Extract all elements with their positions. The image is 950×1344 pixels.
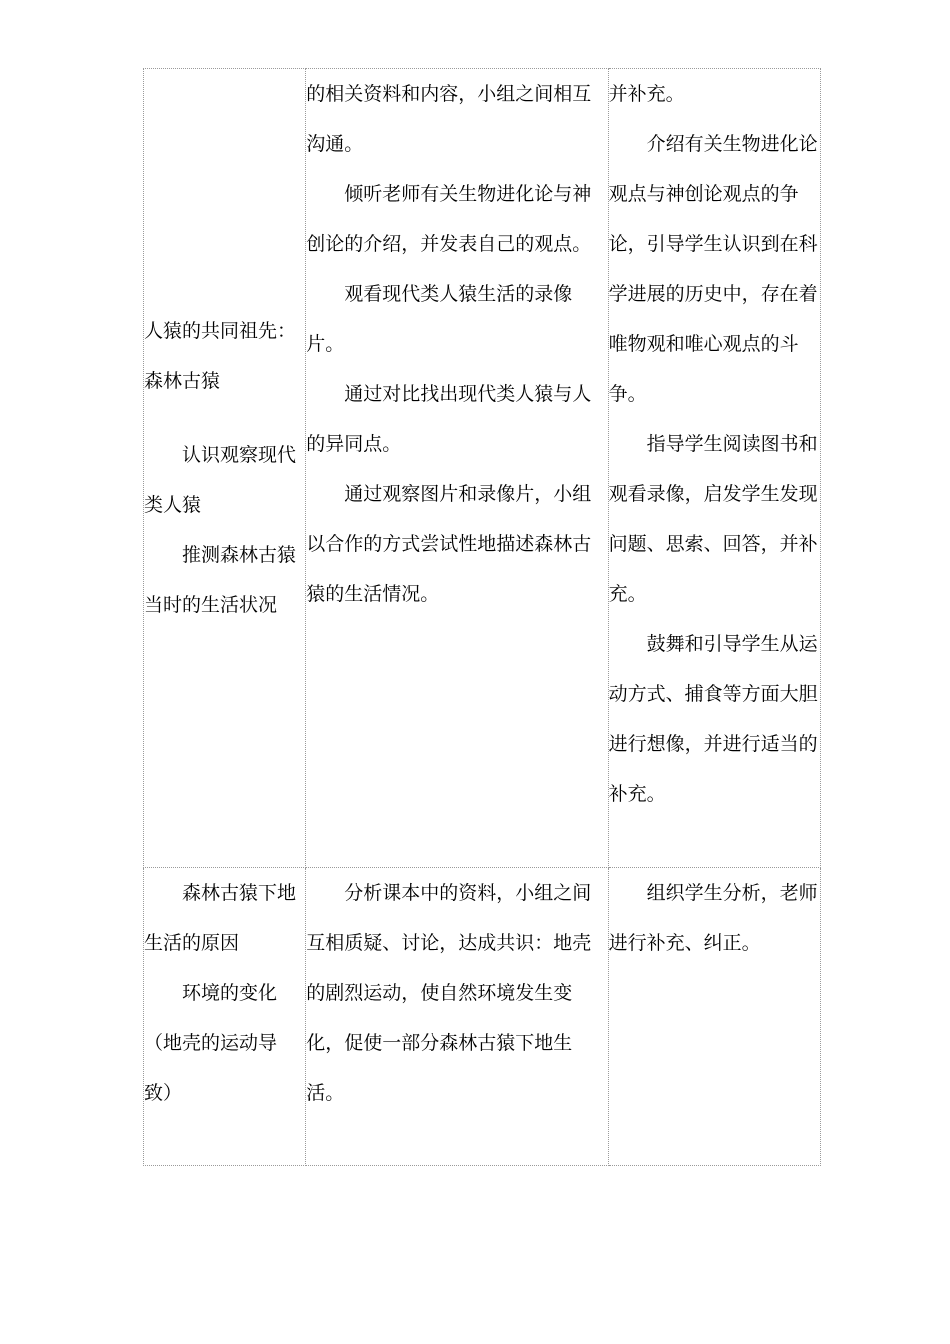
lesson-plan-table xyxy=(143,68,821,1166)
activity-paragraph: 通过观察图片和录像片，小组以合作的方式尝试性地描述森林古猿的生活情况。 xyxy=(306,483,592,605)
topic-item: 森林古猿下地生活的原因 xyxy=(144,882,297,954)
teacher-paragraph: 指导学生阅读图书和观看录像，启发学生发现问题、思索、回答，并补充。 xyxy=(608,433,818,605)
content-cell xyxy=(144,69,306,868)
content-cell xyxy=(144,868,306,1166)
teacher-activity-cell xyxy=(608,69,820,868)
table-row xyxy=(144,69,821,868)
student-activity-cell xyxy=(306,69,608,868)
table-row xyxy=(144,868,821,1166)
activity-paragraph: 分析课本中的资料，小组之间互相质疑、讨论，达成共识：地壳的剧烈运动，使自然环境发生变化，促使一部分森林古猿下地生活。 xyxy=(306,882,592,1104)
activity-paragraph: 的相关资料和内容，小组之间相互沟通。 xyxy=(306,83,592,155)
activity-paragraph: 倾听老师有关生物进化论与神创论的介绍，并发表自己的观点。 xyxy=(306,183,592,255)
teacher-paragraph: 介绍有关生物进化论观点与神创论观点的争论，引导学生认识到在科学进展的历史中，存在着唯物观和唯心观点的斗争。 xyxy=(608,133,818,405)
teacher-paragraph: 鼓舞和引导学生从运动方式、捕食等方面大胆进行想像，并进行适当的补充。 xyxy=(608,633,818,805)
activity-paragraph: 通过对比找出现代类人猿与人的异同点。 xyxy=(306,383,592,455)
teacher-paragraph: 组织学生分析，老师进行补充、纠正。 xyxy=(608,882,818,954)
activity-paragraph: 观看现代类人猿生活的录像片。 xyxy=(306,283,573,355)
topic-item: 认识观察现代类人猿 xyxy=(144,444,297,516)
teacher-activity-cell xyxy=(608,868,820,1166)
topic-item: 推测森林古猿当时的生活状况 xyxy=(144,544,297,616)
topic-item: 环境的变化（地壳的运动导致） xyxy=(144,982,278,1104)
topic-heading: 人猿的共同祖先：森林古猿 xyxy=(144,320,297,392)
teacher-paragraph: 并补充。 xyxy=(608,83,685,105)
student-activity-cell xyxy=(306,868,608,1166)
